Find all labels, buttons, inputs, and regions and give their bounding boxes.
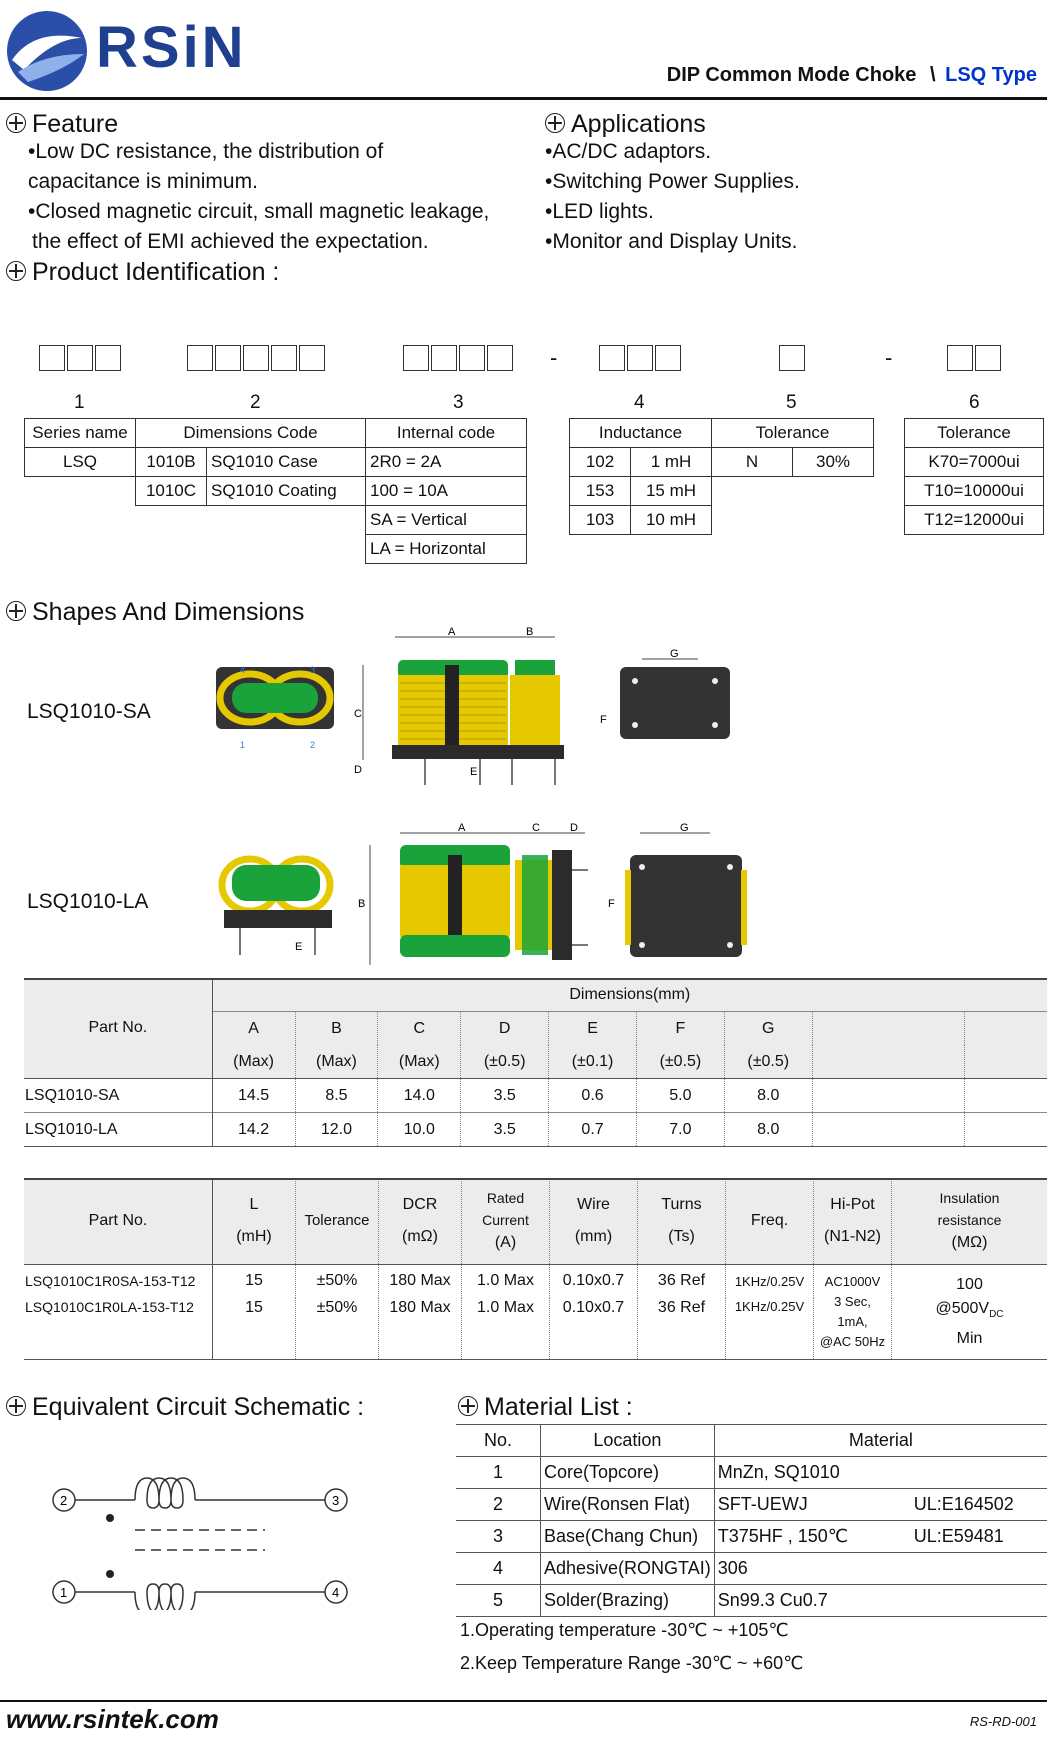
- application-item: •Monitor and Display Units.: [545, 230, 798, 253]
- elec-part: LSQ1010C1R0LA-153-T12: [24, 1298, 213, 1360]
- material-location: Adhesive(RONGTAI): [541, 1553, 715, 1585]
- dim-letter: F: [608, 898, 615, 910]
- dim-part-header: Part No.: [24, 978, 212, 1079]
- ins-condition: [893, 1297, 1046, 1327]
- application-item: •AC/DC adaptors.: [545, 140, 712, 163]
- elec-header-rated-l1: Rated: [486, 1189, 525, 1206]
- footer-code: RS-RD-001: [969, 1714, 1037, 1729]
- dim-code: 1010C: [136, 477, 207, 506]
- internal-code: LA = Horizontal: [366, 535, 527, 564]
- inductance-header: Inductance: [570, 419, 712, 448]
- material-ul: [911, 1457, 1047, 1489]
- elec-header-rated-unit: (A): [494, 1233, 517, 1251]
- code-number: 2: [250, 392, 261, 413]
- section-bullet-icon: [6, 261, 26, 281]
- dim-part: LSQ1010-LA: [24, 1113, 212, 1147]
- dim-col-tol: (Max): [212, 1045, 295, 1079]
- material-header-location: Location: [541, 1425, 715, 1457]
- identification-table-left: [24, 418, 527, 564]
- material-ul: UL:E59481: [911, 1521, 1047, 1553]
- la-bottom-view: [608, 822, 747, 957]
- la-dimension-drawing: [210, 815, 830, 975]
- code-boxes-6: [947, 345, 1003, 376]
- dim-col-letter: A: [212, 1012, 295, 1046]
- elec-header-ins-l1: Insulation: [939, 1189, 1000, 1206]
- material-table: [456, 1424, 1047, 1617]
- dim-value: 3.5: [461, 1079, 549, 1113]
- elec-dcr: 180 Max: [379, 1298, 462, 1360]
- pin-label: 3: [332, 1493, 340, 1508]
- doc-title-text: DIP Common Mode Choke: [666, 64, 917, 86]
- equivalent-circuit-diagram: [40, 1470, 370, 1610]
- series-value: LSQ: [25, 448, 136, 477]
- dim-col-tol: (Max): [295, 1045, 378, 1079]
- material-material: T375HF , 150℃: [714, 1521, 911, 1553]
- electrical-table: [24, 1178, 1047, 1360]
- dim-value: 7.0: [636, 1113, 724, 1147]
- internal-header: Internal code: [366, 419, 527, 448]
- dim-col-tol: (±0.5): [724, 1045, 812, 1079]
- dim-letter: C: [532, 822, 540, 834]
- hipot-line: @AC 50Hz: [819, 1333, 886, 1349]
- dim-letter: G: [670, 648, 679, 660]
- elec-header-rated-l2: Current: [482, 1211, 529, 1228]
- material-no: 5: [456, 1585, 541, 1617]
- material-ul: UL:E164502: [911, 1489, 1047, 1521]
- dim-value: 3.5: [461, 1113, 549, 1147]
- sa-side-view: [500, 626, 564, 785]
- identification-title: [6, 258, 279, 287]
- logo: [4, 8, 90, 94]
- elec-header-hipot-name: Hi-Pot: [830, 1195, 875, 1213]
- material-location: Core(Topcore): [541, 1457, 715, 1489]
- tolerance-ui-value: T10=10000ui: [905, 477, 1044, 506]
- dim-part: LSQ1010-SA: [24, 1079, 212, 1113]
- elec-header-wire-unit: (mm): [574, 1227, 613, 1245]
- dim-desc: SQ1010 Coating: [207, 477, 366, 506]
- identification-table-right: [904, 418, 1044, 535]
- footer-rule: [0, 1700, 1047, 1702]
- inductance-code: 103: [570, 506, 631, 535]
- code-boxes-3: [403, 345, 515, 376]
- dim-letter: G: [680, 822, 689, 834]
- dim-col-letter: C: [378, 1012, 461, 1046]
- dim-desc: SQ1010 Case: [207, 448, 366, 477]
- elec-header-dcr: [379, 1178, 462, 1264]
- elec-header-ins-l2: resistance: [937, 1211, 1002, 1228]
- tolerance-ui-value: K70=7000ui: [905, 448, 1044, 477]
- dim-col-tol: (Max): [378, 1045, 461, 1079]
- tolerance-value: 30%: [793, 448, 874, 477]
- application-item: •LED lights.: [545, 200, 654, 223]
- ins-min: Min: [956, 1329, 983, 1347]
- dimensions-table: [24, 978, 1047, 1147]
- code-dash: -: [885, 345, 893, 370]
- shapes-title-text: Shapes And Dimensions: [32, 598, 305, 626]
- doc-title-separator: \: [930, 64, 936, 86]
- dim-letter: A: [448, 626, 456, 638]
- applications-title-text: Applications: [571, 110, 706, 138]
- sa-front-view: [354, 626, 514, 785]
- section-bullet-icon: [545, 113, 565, 133]
- internal-code: 100 = 10A: [366, 477, 527, 506]
- hipot-line: 3 Sec,: [834, 1293, 871, 1309]
- elec-wire: 0.10x0.7: [550, 1264, 638, 1298]
- dim-value: 14.5: [212, 1079, 295, 1113]
- section-bullet-icon: [458, 1396, 478, 1416]
- material-no: 4: [456, 1553, 541, 1585]
- elec-header-turns-name: Turns: [661, 1195, 702, 1213]
- dim-group-header: Dimensions(mm): [212, 978, 1047, 1012]
- dim-col-tol: (±0.5): [461, 1045, 549, 1079]
- material-material: SFT-UEWJ: [714, 1489, 911, 1521]
- internal-code: SA = Vertical: [366, 506, 527, 535]
- pin-label: 4: [332, 1585, 340, 1600]
- feature-title: [6, 110, 118, 139]
- material-no: 2: [456, 1489, 541, 1521]
- dim-letter: B: [358, 898, 366, 910]
- material-location: Base(Chang Chun): [541, 1521, 715, 1553]
- elec-l: 15: [213, 1264, 296, 1298]
- elec-header-hipot: [814, 1178, 892, 1264]
- inductance-code: 153: [570, 477, 631, 506]
- code-number: 1: [74, 392, 85, 413]
- elec-header-freq: Freq.: [726, 1178, 814, 1264]
- ins-condition-text: @500V: [935, 1299, 990, 1317]
- material-no: 3: [456, 1521, 541, 1553]
- dimensions-header: Dimensions Code: [136, 419, 366, 448]
- doc-type: LSQ Type: [945, 64, 1037, 86]
- feature-line: •Closed magnetic circuit, small magnetic leakage,: [28, 200, 490, 223]
- material-title-text: Material List :: [484, 1393, 633, 1421]
- footer-url[interactable]: www.rsintek.com: [6, 1704, 219, 1734]
- elec-rated: 1.0 Max: [462, 1298, 550, 1360]
- elec-wire: 0.10x0.7: [550, 1298, 638, 1360]
- pin-label: 3: [310, 665, 316, 675]
- tolerance-code: N: [712, 448, 793, 477]
- la-side-view: [510, 822, 588, 960]
- dim-letter: C: [354, 708, 362, 720]
- material-header-material: Material: [714, 1425, 1047, 1457]
- material-location: Wire(Ronsen Flat): [541, 1489, 715, 1521]
- elec-header-l-unit: (mH): [236, 1227, 272, 1245]
- pin-label: 1: [60, 1585, 68, 1600]
- elec-tol: ±50%: [296, 1298, 379, 1360]
- feature-line: •Low DC resistance, the distribution of: [28, 140, 384, 163]
- elec-rated: 1.0 Max: [462, 1264, 550, 1298]
- sa-label: LSQ1010-SA: [27, 700, 151, 723]
- dim-col-letter: G: [724, 1012, 812, 1046]
- dim-col-letter: D: [461, 1012, 549, 1046]
- logo-swirl-icon: [4, 8, 90, 94]
- elec-header-l-name: L: [249, 1195, 259, 1213]
- elec-header-ins-unit: (MΩ): [951, 1233, 988, 1251]
- code-boxes-4: [599, 345, 683, 376]
- section-bullet-icon: [6, 601, 26, 621]
- section-bullet-icon: [6, 113, 26, 133]
- code-boxes-5: [779, 345, 807, 376]
- dim-value: 14.2: [212, 1113, 295, 1147]
- elec-freq: 1KHz/0.25V: [726, 1298, 814, 1360]
- sa-bottom-view: [600, 648, 730, 739]
- code-dash: -: [550, 345, 558, 370]
- elec-header-dcr-unit: (mΩ): [402, 1227, 438, 1245]
- elec-turns: 36 Ref: [638, 1298, 726, 1360]
- dim-letter: B: [526, 626, 534, 638]
- pin-label: 2: [60, 1493, 68, 1508]
- la-label: LSQ1010-LA: [27, 890, 149, 913]
- dim-value: 8.0: [724, 1113, 812, 1147]
- material-ul: [911, 1553, 1047, 1585]
- tolerance-header: Tolerance: [712, 419, 874, 448]
- material-title: [458, 1393, 633, 1422]
- material-material: Sn99.3 Cu0.7: [714, 1585, 911, 1617]
- dim-value: 0.7: [549, 1113, 637, 1147]
- shapes-title: [6, 598, 304, 627]
- dim-value: 14.0: [378, 1079, 461, 1113]
- dim-table-top-rule: [24, 978, 1047, 980]
- inductance-value: 15 mH: [631, 477, 712, 506]
- elec-header-dcr-name: DCR: [402, 1195, 438, 1213]
- ins-condition-sub: DC: [989, 1308, 1004, 1320]
- elec-l: 15: [213, 1298, 296, 1360]
- feature-line: capacitance is minimum.: [28, 170, 258, 193]
- elec-header-wire: [550, 1178, 638, 1264]
- sa-top-view: [216, 665, 334, 750]
- pin-label: 4: [240, 665, 246, 675]
- hipot-line: AC1000V: [824, 1273, 881, 1289]
- dim-value: 5.0: [636, 1079, 724, 1113]
- dim-col-letter: F: [636, 1012, 724, 1046]
- applications-title: [545, 110, 706, 139]
- elec-part: LSQ1010C1R0SA-153-T12: [24, 1264, 213, 1298]
- section-bullet-icon: [6, 1396, 26, 1416]
- elec-insulation: [892, 1264, 1047, 1360]
- material-material: 306: [714, 1553, 911, 1585]
- dim-value: 12.0: [295, 1113, 378, 1147]
- material-header-no: No.: [456, 1425, 541, 1457]
- pin-label: 1: [240, 740, 246, 750]
- dim-code: 1010B: [136, 448, 207, 477]
- identification-table-mid: [569, 418, 874, 535]
- elec-hipot: [814, 1264, 892, 1360]
- dim-col-letter: B: [295, 1012, 378, 1046]
- dim-col-tol: (±0.1): [549, 1045, 637, 1079]
- series-header: Series name: [25, 419, 136, 448]
- dim-letter: E: [295, 941, 303, 953]
- elec-header-l: [213, 1178, 296, 1264]
- dim-value: 0.6: [549, 1079, 637, 1113]
- material-no: 1: [456, 1457, 541, 1489]
- header-rule: [0, 97, 1047, 100]
- identification-title-text: Product Identification :: [32, 258, 280, 286]
- internal-code: 2R0 = 2A: [366, 448, 527, 477]
- elec-freq: 1KHz/0.25V: [726, 1264, 814, 1298]
- dim-letter: D: [354, 764, 362, 776]
- sa-dimension-drawing: [210, 625, 830, 800]
- code-boxes-1: [39, 345, 123, 376]
- brand-name: RSiN: [96, 15, 247, 80]
- dim-letter: A: [458, 822, 466, 834]
- dim-value: 10.0: [378, 1113, 461, 1147]
- material-note: 2.Keep Temperature Range -30℃ ~ +60℃: [460, 1653, 804, 1673]
- code-boxes-2: [187, 345, 327, 376]
- code-number: 5: [786, 392, 797, 413]
- dim-value: 8.0: [724, 1079, 812, 1113]
- inductance-value: 1 mH: [631, 448, 712, 477]
- elec-tol: ±50%: [296, 1264, 379, 1298]
- inductance-code: 102: [570, 448, 631, 477]
- material-material: MnZn, SQ1010: [714, 1457, 911, 1489]
- elec-turns: 36 Ref: [638, 1264, 726, 1298]
- inductance-value: 10 mH: [631, 506, 712, 535]
- schematic-title-text: Equivalent Circuit Schematic :: [32, 1393, 365, 1421]
- material-location: Solder(Brazing): [541, 1585, 715, 1617]
- code-number: 4: [634, 392, 645, 413]
- elec-header-rated: [462, 1178, 550, 1264]
- elec-part-header: Part No.: [24, 1178, 213, 1264]
- schematic-title: [6, 1393, 364, 1422]
- pin-label: 2: [310, 740, 316, 750]
- hipot-line: 1mA,: [837, 1313, 868, 1329]
- code-number: 3: [453, 392, 464, 413]
- elec-header-turns: [638, 1178, 726, 1264]
- dim-letter: E: [470, 766, 478, 778]
- tolerance-ui-header: Tolerance: [905, 419, 1044, 448]
- dim-col-letter: E: [549, 1012, 637, 1046]
- material-ul: [911, 1585, 1047, 1617]
- feature-title-text: Feature: [32, 110, 119, 138]
- dim-value: 8.5: [295, 1079, 378, 1113]
- la-top-view: [358, 822, 515, 965]
- elec-dcr: 180 Max: [379, 1264, 462, 1298]
- elec-header-turns-unit: (Ts): [668, 1227, 695, 1245]
- code-number: 6: [969, 392, 980, 413]
- elec-header-insulation: [892, 1178, 1047, 1264]
- la-front-view-small: [222, 859, 332, 955]
- feature-line: the effect of EMI achieved the expectation.: [32, 230, 429, 253]
- application-item: •Switching Power Supplies.: [545, 170, 800, 193]
- dim-letter: D: [570, 822, 578, 834]
- dim-col-tol: (±0.5): [636, 1045, 724, 1079]
- material-note: 1.Operating temperature -30℃ ~ +105℃: [460, 1620, 789, 1640]
- elec-header-tolerance: Tolerance: [296, 1178, 379, 1264]
- dim-letter: F: [600, 714, 607, 726]
- elec-header-wire-name: Wire: [577, 1195, 610, 1213]
- elec-header-hipot-unit: (N1-N2): [824, 1227, 881, 1245]
- document-title: [667, 64, 1037, 87]
- tolerance-ui-value: T12=12000ui: [905, 506, 1044, 535]
- ins-value: 100: [956, 1275, 983, 1293]
